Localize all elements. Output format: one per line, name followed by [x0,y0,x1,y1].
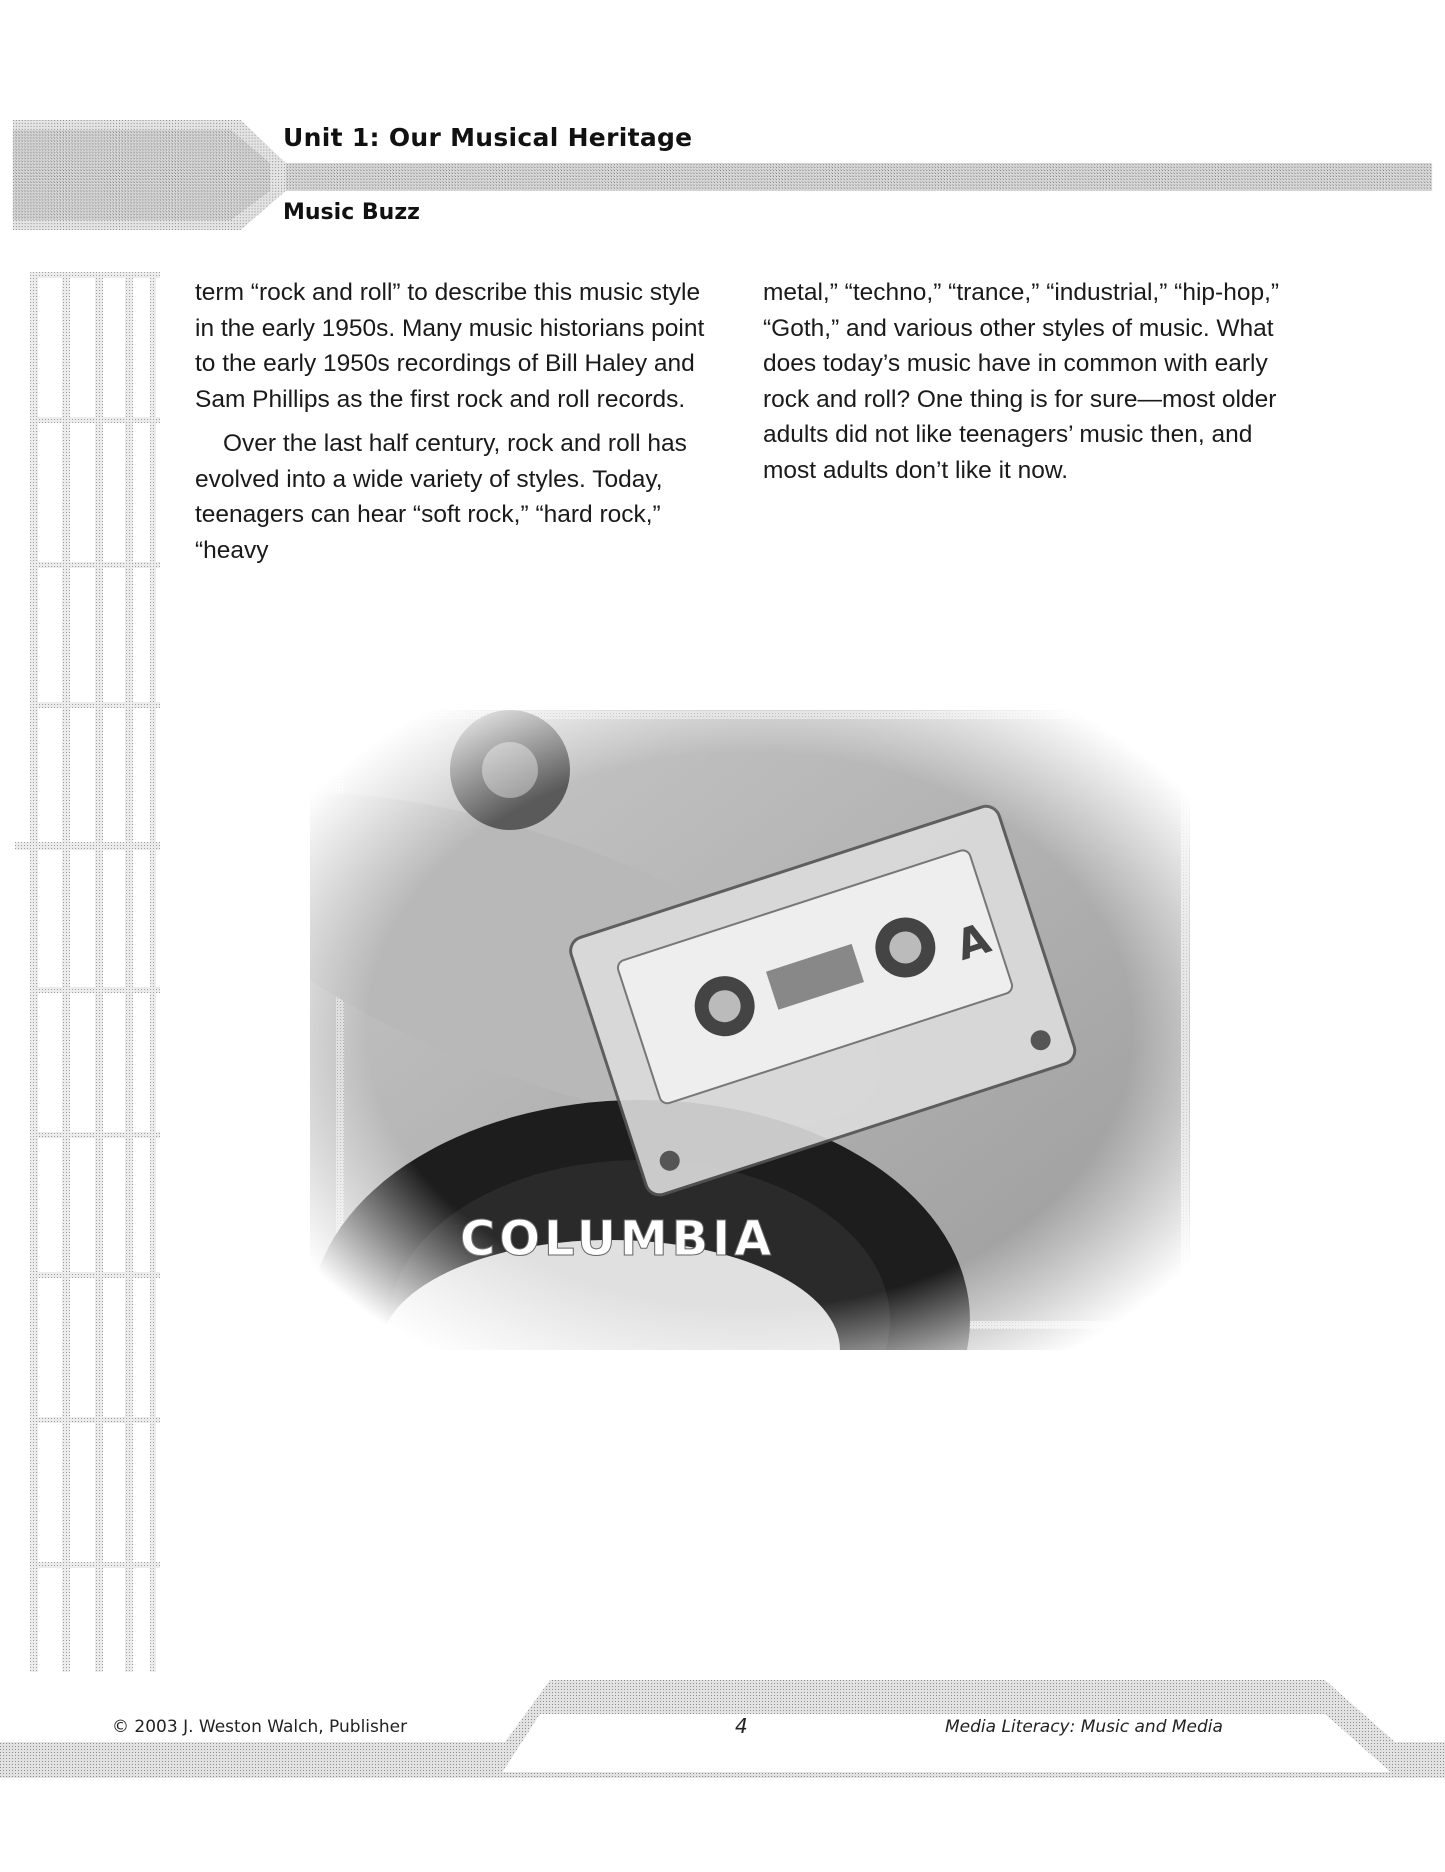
left-text-column [195,275,725,577]
left-decorative-grid [0,272,165,1672]
unit-title: Unit 1: Our Musical Heritage [283,123,693,152]
left-paragraph-2: Over the last half century, rock and roll has evolved into a wide variety of styles. Today, teenagers can hear “soft rock,” “hard rock,” “heavy [195,430,687,564]
footer-copyright: © 2003 J. Weston Walch, Publisher [112,1717,408,1737]
left-paragraph-1: term “rock and roll” to describe this music style in the early 1950s. Many music historians point to the early 1950s recordings of Bill Haley and Sam Phillips as the first rock and roll records. [195,279,705,413]
right-text-column [763,275,1303,497]
footer-page-number: 4 [735,1714,748,1738]
cassette-and-record-photo [310,710,1190,1350]
right-paragraph-1: metal,” “techno,” “trance,” “industrial,” “hip-hop,” “Goth,” and various other styles of music. What does today’s music have in common with early rock and roll? One thing is for sure—most older adults did not like teenagers’ music then, and most adults don’t like it now. [763,279,1280,484]
section-title: Music Buzz [283,200,420,225]
header-band [0,120,1445,230]
footer-book-title: Media Literacy: Music and Media [945,1717,1223,1737]
